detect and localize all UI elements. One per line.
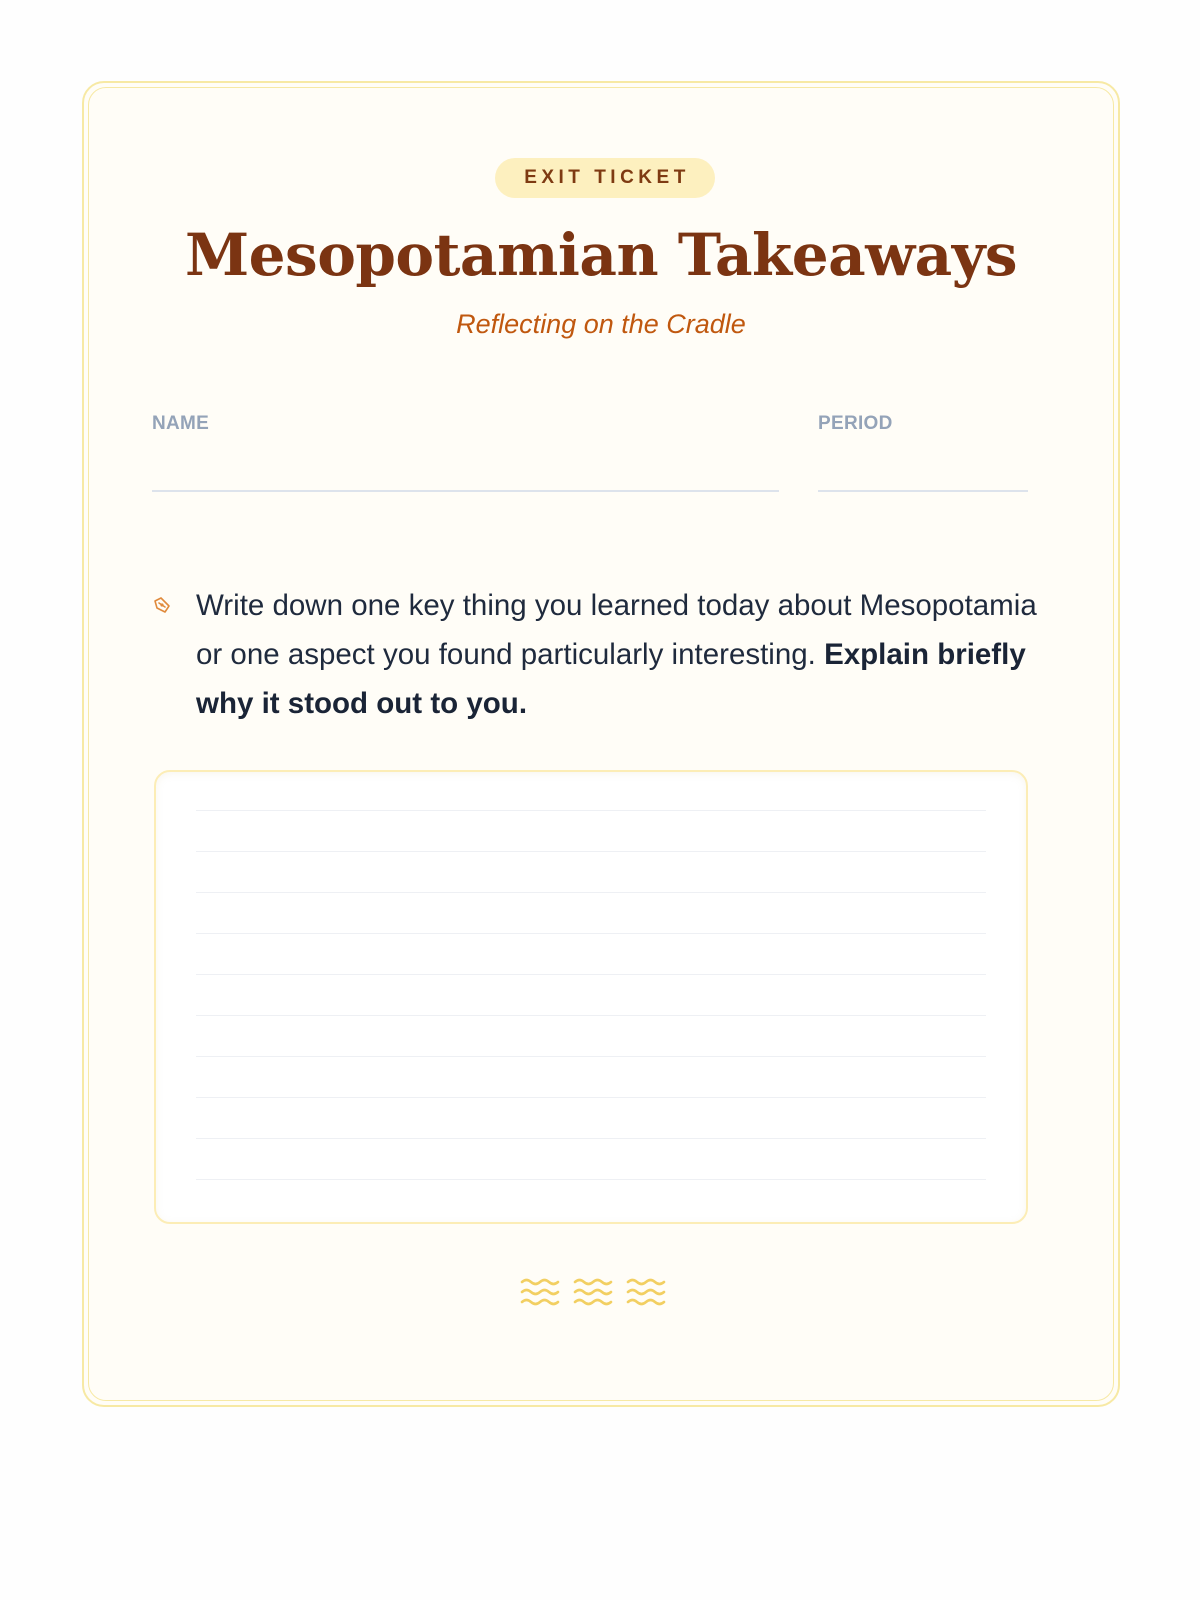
exit-ticket-badge: EXIT TICKET <box>495 158 715 198</box>
name-field[interactable] <box>152 448 779 492</box>
period-field[interactable] <box>818 448 1028 492</box>
page-title: Mesopotamian Takeaways <box>184 221 1018 289</box>
page-subtitle: Reflecting on the Cradle <box>456 309 746 339</box>
prompt-question <box>196 581 1056 728</box>
answer-textarea[interactable] <box>194 792 988 1202</box>
answer-box <box>154 770 1028 1224</box>
prompt-text: Write down one key thing you learned today about Mesopotamia or one aspect you found particularly interesting. <box>196 589 1037 671</box>
pencil-icon <box>152 595 172 615</box>
prompt-emphasis: Explain briefly why it stood out to you. <box>196 638 1026 720</box>
name-label: NAME <box>152 413 210 434</box>
water-waves-icon <box>520 1276 666 1316</box>
period-label: PERIOD <box>818 413 893 434</box>
exit-ticket-card <box>82 81 1120 1407</box>
